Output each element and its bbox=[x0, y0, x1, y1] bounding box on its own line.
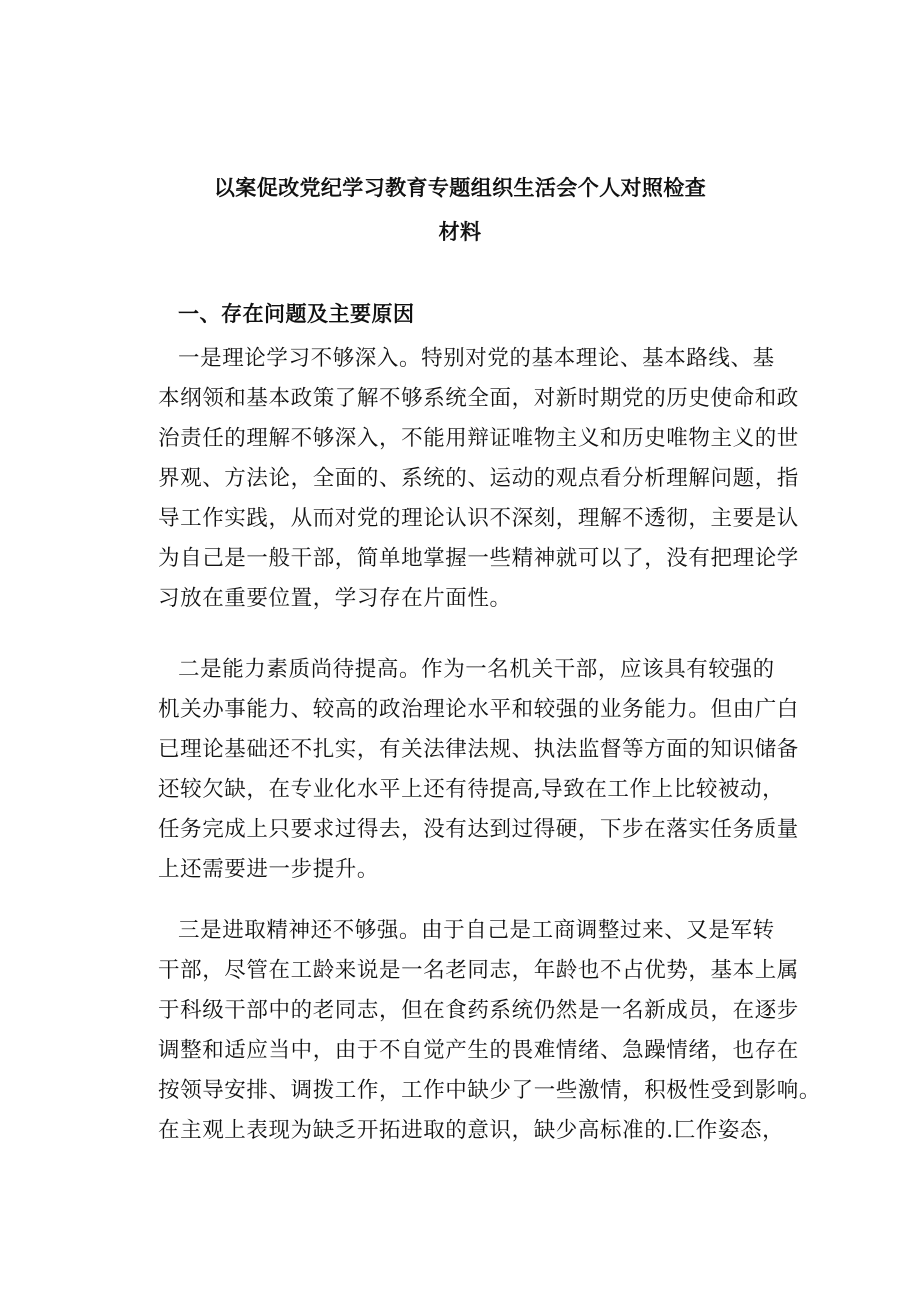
paragraph-line: 导工作实践，从而对党的理论认识不深刻，理解不透彻，主要是认 bbox=[158, 506, 799, 531]
paragraph-line: 在主观上表现为缺乏开拓进取的意识，缺少高标准的.匚作姿态， bbox=[158, 1118, 785, 1143]
document-title bbox=[0, 166, 920, 254]
paragraph-line: 一是理论学习不够深入。特别对党的基本理论、基本路线、基 bbox=[178, 346, 775, 371]
paragraph-line: 三是进取精神还不够强。由于自己是工商调整过来、又是军转 bbox=[178, 918, 775, 943]
paragraph-line: 调整和适应当中，由于不自觉产生的畏难情绪、急躁情绪，也存在 bbox=[158, 1038, 799, 1063]
paragraph-line: 于科级干部中的老同志，但在食药系统仍然是一名新成员，在逐步 bbox=[158, 998, 799, 1023]
paragraph-line: 机关办事能力、较高的政治理论水平和较强的业务能力。但由广白 bbox=[158, 697, 799, 722]
title-line-1: 以案促改党纪学习教育专题组织生活会个人对照检查 bbox=[213, 176, 707, 200]
paragraph-line: 为自己是一般干部，简单地掌握一些精神就可以了，没有把理论学 bbox=[158, 546, 799, 571]
paragraph-line: 本纲领和基本政策了解不够系统全面，对新时期党的历史使命和政 bbox=[158, 386, 799, 411]
paragraph-line: 习放在重要位置，学习存在片面性。 bbox=[158, 586, 512, 611]
paragraph-line: 干部，尽管在工龄来说是一名老同志，年龄也不占优势，基本上属 bbox=[158, 958, 799, 983]
paragraph-ability-quality bbox=[158, 650, 798, 890]
title-line-2: 材料 bbox=[438, 220, 482, 244]
paragraph-line: 治责任的理解不够深入，不能用辩证唯物主义和历史唯物主义的世 bbox=[158, 426, 799, 451]
paragraph-theory-study bbox=[158, 339, 798, 619]
paragraph-enterprising-spirit bbox=[158, 911, 822, 1151]
section-heading: 一、存在问题及主要原因 bbox=[178, 302, 415, 326]
paragraph-line: 上还需要进一步提升。 bbox=[158, 857, 380, 882]
paragraph-line: 界观、方法论，全面的、系统的、运动的观点看分析理解问题，指 bbox=[158, 466, 799, 491]
paragraph-line: 按领导安排、调拨工作，工作中缺少了一些激情，积极性受到影响。 bbox=[158, 1078, 822, 1103]
paragraph-line: 还较欠缺，在专业化水平上还有待提高,导致在工作上比较被动， bbox=[158, 777, 785, 802]
paragraph-line: 已理论基础还不扎实，有关法律法规、执法监督等方面的知识储备 bbox=[158, 737, 799, 762]
paragraph-line: 任务完成上只要求过得去，没有达到过得硬，下步在落实任务质量 bbox=[158, 817, 799, 842]
paragraph-line: 二是能力素质尚待提高。作为一名机关干部，应该具有较强的 bbox=[178, 657, 775, 682]
